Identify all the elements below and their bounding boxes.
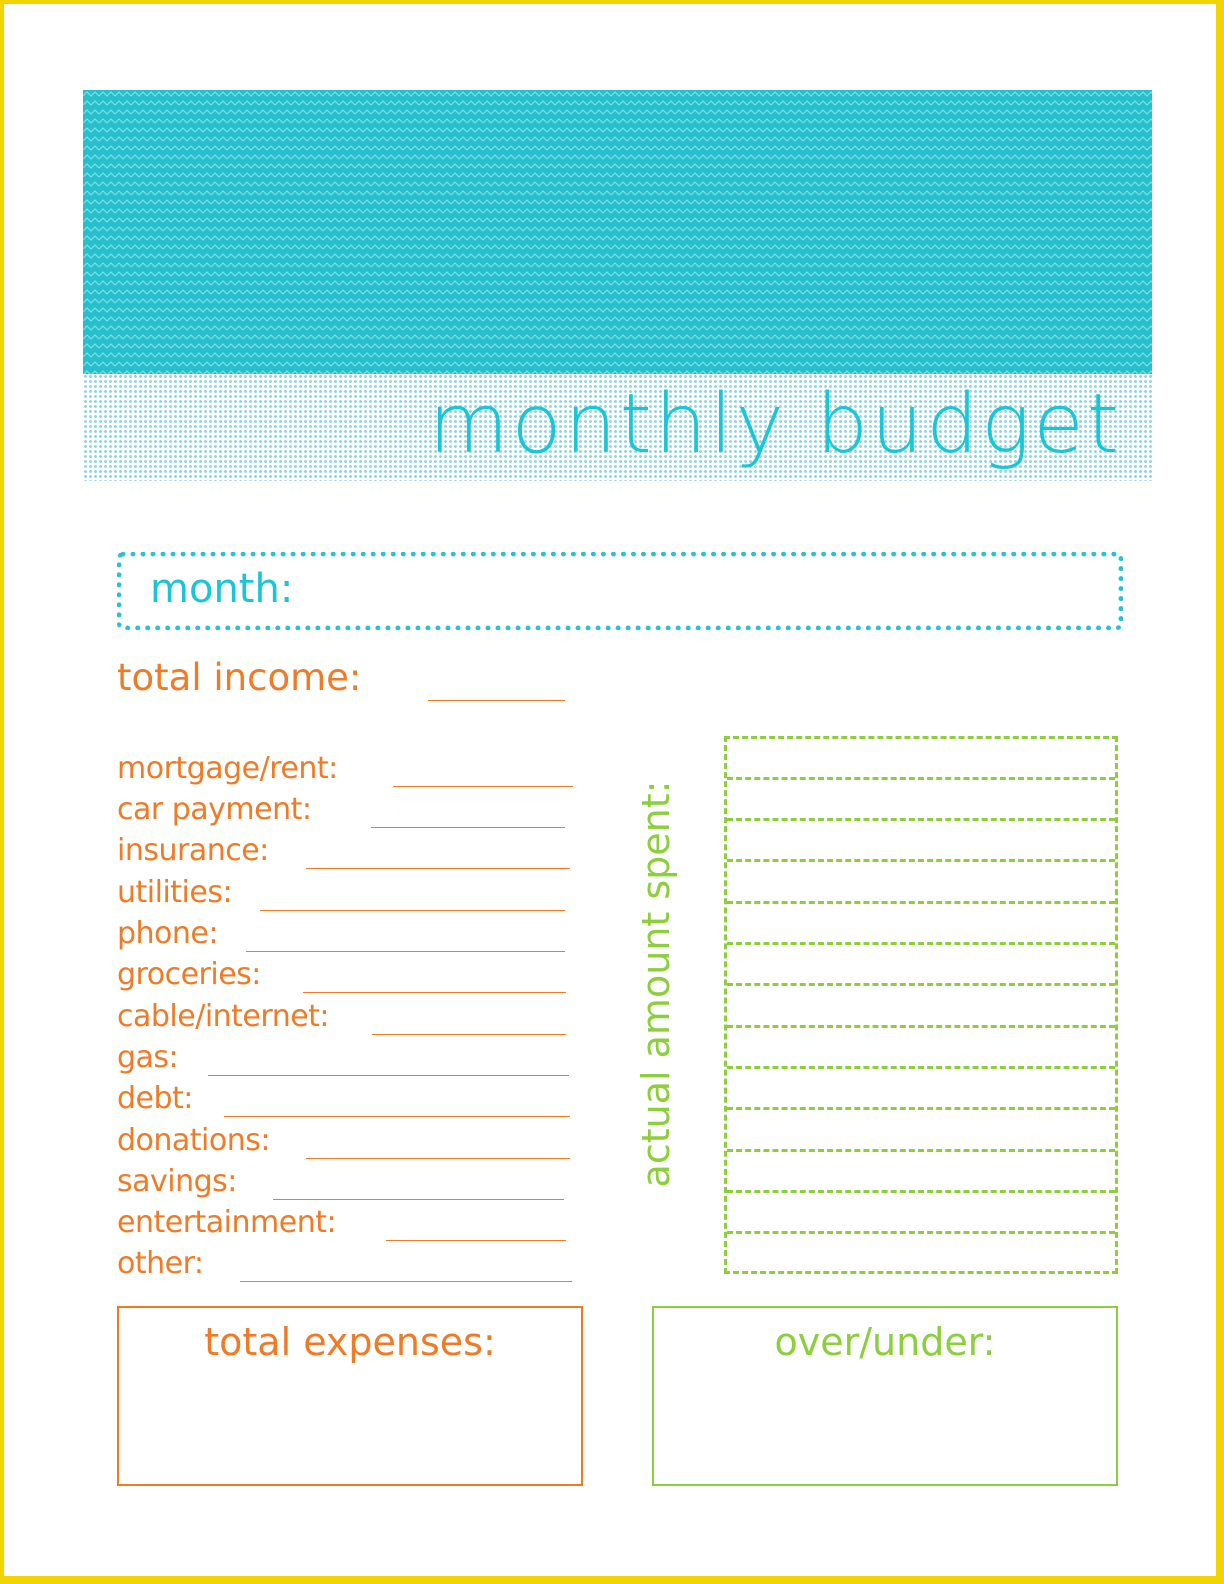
expense-line[interactable]	[240, 1281, 572, 1282]
expense-row-mortgage	[117, 746, 573, 787]
expense-line[interactable]	[303, 992, 566, 993]
actual-amount-row[interactable]	[727, 983, 1115, 986]
budget-page	[4, 4, 1216, 1576]
month-field[interactable]	[117, 552, 1123, 630]
expense-label: groceries:	[117, 957, 261, 992]
chevron-banner	[83, 90, 1152, 374]
expense-row-cable-internet	[117, 994, 566, 1035]
expense-label: entertainment:	[117, 1205, 337, 1240]
actual-amount-row[interactable]	[727, 1190, 1115, 1193]
actual-amount-row[interactable]	[727, 818, 1115, 821]
expense-label: cable/internet:	[117, 999, 330, 1034]
expense-row-gas	[117, 1035, 569, 1076]
expense-label: insurance:	[117, 833, 269, 868]
expense-row-other	[117, 1241, 572, 1282]
actual-amount-row[interactable]	[727, 1231, 1115, 1234]
expense-row-groceries	[117, 952, 566, 993]
expense-label: savings:	[117, 1164, 237, 1199]
expense-line[interactable]	[224, 1116, 570, 1117]
month-label: month:	[150, 566, 294, 612]
expense-row-donations	[117, 1118, 570, 1159]
over-under-label: over/under:	[774, 1320, 996, 1364]
total-income-label: total income:	[117, 656, 362, 699]
page-title: monthly budget	[428, 377, 1122, 472]
over-under-box[interactable]	[652, 1306, 1118, 1486]
expense-label: debt:	[117, 1081, 193, 1116]
actual-amount-row[interactable]	[727, 1025, 1115, 1028]
actual-amount-row[interactable]	[727, 859, 1115, 862]
expense-row-savings	[117, 1159, 564, 1200]
expense-label: donations:	[117, 1123, 270, 1158]
actual-amount-column	[724, 736, 1118, 1274]
actual-amount-row[interactable]	[727, 942, 1115, 945]
actual-amount-row[interactable]	[727, 901, 1115, 904]
actual-amount-spent-label: actual amount spent:	[634, 780, 678, 1188]
total-expenses-box[interactable]	[117, 1306, 583, 1486]
expense-label: mortgage/rent:	[117, 751, 338, 786]
expense-line[interactable]	[306, 868, 570, 869]
total-income-line[interactable]	[428, 700, 565, 701]
expense-label: gas:	[117, 1040, 179, 1075]
actual-amount-row[interactable]	[727, 777, 1115, 780]
expense-label: utilities:	[117, 875, 233, 910]
expense-row-entertainment	[117, 1200, 566, 1241]
actual-amount-row[interactable]	[727, 1066, 1115, 1069]
expense-row-debt	[117, 1076, 570, 1117]
expense-row-utilities	[117, 870, 565, 911]
expense-row-car-payment	[117, 787, 565, 828]
expense-row-phone	[117, 911, 565, 952]
expense-label: phone:	[117, 916, 218, 951]
actual-amount-row[interactable]	[727, 1149, 1115, 1152]
expense-label: other:	[117, 1246, 204, 1281]
actual-amount-row[interactable]	[727, 1107, 1115, 1110]
total-expenses-label: total expenses:	[204, 1320, 496, 1364]
expense-label: car payment:	[117, 792, 312, 827]
expense-row-insurance	[117, 828, 570, 869]
